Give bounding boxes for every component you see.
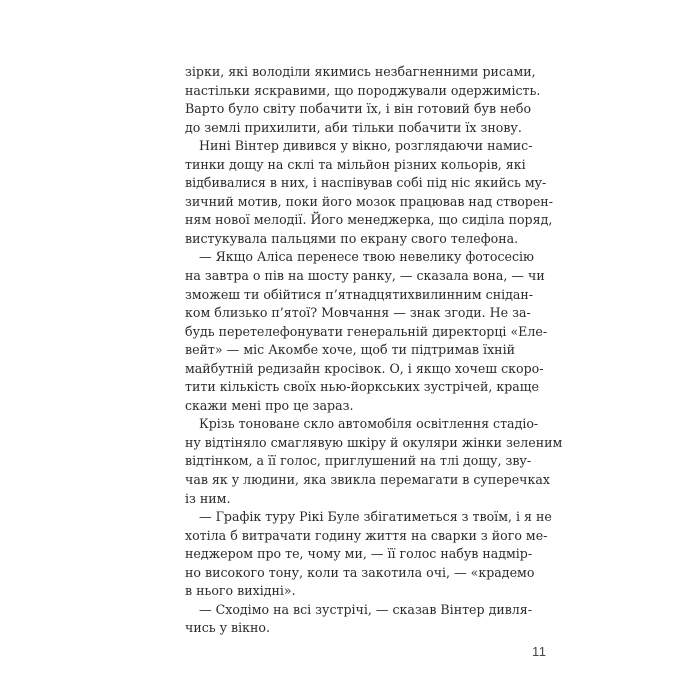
text-line: тити кількість своїх нью-йоркських зустрічей, краще [185,379,539,395]
paragraph [185,415,563,508]
text-line: но високого тону, коли та закотила очі, — «крадемо [185,564,535,580]
text-line: хотіла б витрачати годину життя на сварки з його ме- [185,527,548,543]
text-line: ням нової мелодії. Його менеджерка, що сиділа поряд, [185,212,553,228]
text-line: ком близько п’ятої? Мовчання — знак згоди. Не за- [185,305,531,321]
text-line: неджером про те, чому ми, — її голос набув надмір- [185,546,533,562]
paragraph [185,601,533,638]
text-line: чав як у людини, яка звикла перемагати в суперечках [185,472,550,488]
text-line: — Сходімо на всі зустрічі, — сказав Вінтер дивля- [199,601,533,617]
text-line: до землі прихилити, аби тільки побачити їх знову. [185,119,522,135]
text-line: вистукувала пальцями по екрану свого телефона. [185,230,519,246]
text-line: Нині Вінтер дивився у вікно, розглядаючи намис- [199,138,533,154]
paragraph [185,248,548,415]
text-line: майбутній редизайн кросівок. О, і якщо хочеш скоро- [185,360,544,376]
text-line: — Якщо Аліса перенесе твою невелику фотосесію [199,249,534,265]
text-line: відтінком, а її голос, приглушений на тлі дощу, зву- [185,453,532,469]
text-line: скажи мені про це зараз. [185,397,354,413]
text-line: на завтра о пів на шосту ранку, — сказала вона, — чи [185,268,545,284]
text-line: ну відтіняло смаглявую шкіру й окуляри жінки зеленим [185,434,563,450]
text-line: зірки, які володіли якимись незбагненними рисами, [185,64,536,79]
body-text [185,63,563,638]
text-line: в нього вихідні». [185,583,296,599]
text-line: чись у вікно. [185,620,271,636]
text-line: із ним. [185,490,231,506]
page-number: 11 [532,644,547,659]
text-line: будь перетелефонувати генеральній директорці «Еле- [185,323,548,339]
text-line: відбивалися в них, і наспівував собі під ніс якийсь му- [185,175,547,191]
text-line: тинки дощу на склі та мільйон різних кольорів, які [185,156,526,172]
text-line: Варто було світу побачити їх, і він готовий був небо [185,101,532,117]
text-line: — Графік туру Рікі Буле збігатиметься з твоїм, і я не [199,509,552,525]
text-line: Крізь тоноване скло автомобіля освітлення стадіо- [199,416,539,432]
paragraph [185,137,553,248]
text-line: зможеш ти обійтися п’ятнадцятихвилинним снідан- [185,286,534,302]
text-line: вейт» — міс Акомбе хоче, щоб ти підтримав їхній [185,342,515,358]
paragraph [185,63,541,137]
paragraph [185,508,552,601]
text-line: зичний мотив, поки його мозок працював над створен- [185,193,553,209]
text-line: настільки яскравими, що породжували одержимість. [185,82,541,98]
